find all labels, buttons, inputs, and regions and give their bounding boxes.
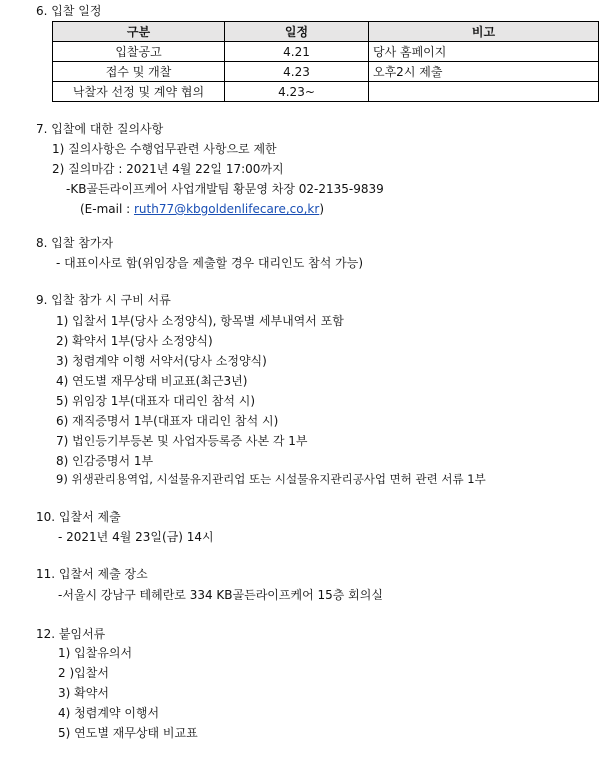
- section-10-title: 10. 입찰서 제출: [36, 510, 121, 524]
- submission-date: - 2021년 4월 23일(금) 14시: [58, 530, 214, 544]
- section-8-title: 8. 입찰 참가자: [36, 236, 114, 250]
- table-cell: 4.21: [225, 42, 369, 62]
- list-item: 6) 재직증명서 1부(대표자 대리인 참석 시): [56, 414, 279, 428]
- list-item: 2 )입찰서: [58, 666, 109, 680]
- list-item: 1) 입찰서 1부(당사 소정양식), 항목별 세부내역서 포함: [56, 314, 344, 328]
- table-cell: 4.23~: [225, 82, 369, 102]
- section-9-title: 9. 입찰 참가 시 구비 서류: [36, 293, 171, 307]
- table-cell: 당사 홈페이지: [369, 42, 599, 62]
- column-header: 비고: [369, 22, 599, 42]
- section-6-title: 6. 입찰 일정: [36, 4, 102, 18]
- participant-note: - 대표이사로 함(위임장을 제출할 경우 대리인도 참석 가능): [56, 256, 364, 270]
- table-header-row: [53, 22, 599, 42]
- list-item: 3) 확약서: [58, 686, 109, 700]
- list-item: 5) 연도별 재무상태 비교표: [58, 726, 198, 740]
- list-item: 4) 청렴계약 이행서: [58, 706, 160, 720]
- section-7-title: 7. 입찰에 대한 질의사항: [36, 122, 164, 136]
- list-item: 8) 인감증명서 1부: [56, 454, 154, 468]
- list-item: 1) 입찰유의서: [58, 646, 133, 660]
- table-row: [53, 42, 599, 62]
- table-row: [53, 62, 599, 82]
- section-11-title: 11. 입찰서 제출 장소: [36, 567, 148, 581]
- table-cell: [369, 82, 599, 102]
- inquiry-scope: 1) 질의사항은 수행업무관련 사항으로 제한: [52, 142, 277, 156]
- inquiry-deadline: 2) 질의마감 : 2021년 4월 22일 17:00까지: [52, 162, 284, 176]
- list-item: 7) 법인등기부등본 및 사업자등록증 사본 각 1부: [56, 434, 308, 448]
- contact-email-line: [80, 201, 324, 217]
- email-suffix: ): [319, 202, 324, 216]
- column-header: 일정: [225, 22, 369, 42]
- table-cell: 오후2시 제출: [369, 62, 599, 82]
- submission-place: -서울시 강남구 테헤란로 334 KB골든라이프케어 15층 회의실: [58, 588, 383, 602]
- table-cell: 낙찰자 선정 및 계약 협의: [53, 82, 225, 102]
- contact-person: -KB골든라이프케어 사업개발팀 황문영 차장 02-2135-9839: [66, 182, 384, 196]
- section-12-title: 12. 붙임서류: [36, 627, 106, 641]
- list-item: 9) 위생관리용역업, 시설물유지관리업 또는 시설물유지관리공사업 면허 관련 서류 1부: [56, 472, 486, 486]
- email-prefix: (E-mail :: [80, 202, 134, 216]
- table-cell: 접수 및 개찰: [53, 62, 225, 82]
- email-link[interactable]: ruth77@kbgoldenlifecare,co,kr: [133, 202, 320, 216]
- list-item: 4) 연도별 재무상태 비교표(최근3년): [56, 374, 248, 388]
- list-item: 2) 확약서 1부(당사 소정양식): [56, 334, 213, 348]
- schedule-table: [52, 21, 599, 102]
- list-item: 3) 청렴계약 이행 서약서(당사 소정양식): [56, 354, 267, 368]
- table-cell: 입찰공고: [53, 42, 225, 62]
- column-header: 구분: [53, 22, 225, 42]
- list-item: 5) 위임장 1부(대표자 대리인 참석 시): [56, 394, 256, 408]
- table-cell: 4.23: [225, 62, 369, 82]
- table-row: [53, 82, 599, 102]
